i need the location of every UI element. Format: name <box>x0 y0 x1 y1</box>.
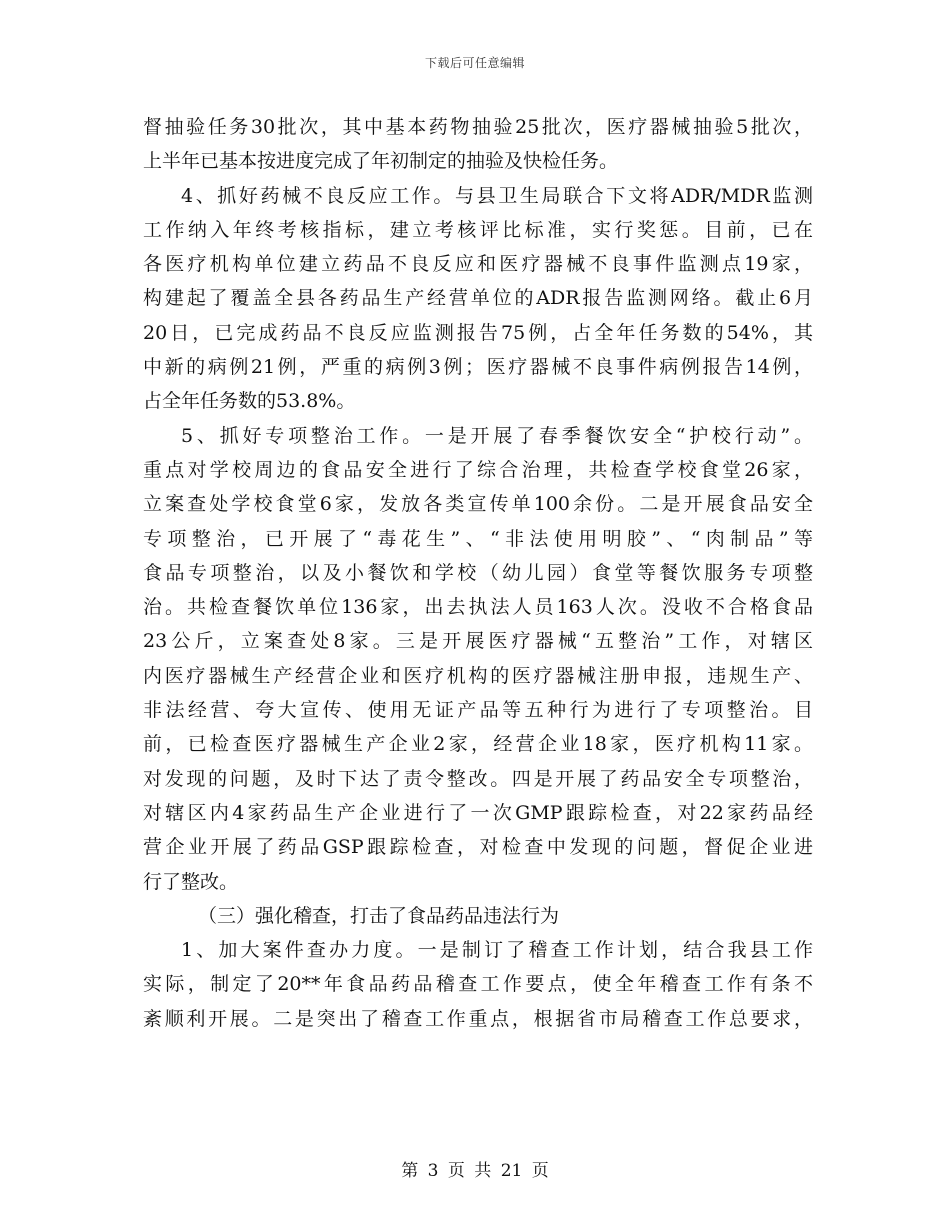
text-line: 对发现的问题，及时下达了责令整改。四是开展了药品安全专项整治， <box>143 767 813 790</box>
text-line: 非法经营、夸大宣传、使用无证产品等五种行为进行了专项整治。目 <box>143 699 813 722</box>
text-line: 督抽验任务30批次，其中基本药物抽验25批次，医疗器械抽验5批次， <box>143 116 813 138</box>
text-line: 5、抓好专项整治工作。一是开展了春季餐饮安全“护校行动”。 <box>181 424 813 447</box>
text-line: 23公斤，立案查处8家。三是开展医疗器械“五整治”工作，对辖区 <box>143 630 813 653</box>
document-body <box>143 110 813 1036</box>
text-line: （三）强化稽查，打击了食品药品违法行为 <box>198 904 560 927</box>
page-header: 下载后可任意编辑 <box>424 56 525 70</box>
text-line: 上半年已基本按进度完成了年初制定的抽验及快检任务。 <box>143 150 619 173</box>
text-line: 工作纳入年终考核指标，建立考核评比标准，实行奖惩。目前，已在 <box>143 218 813 241</box>
text-line: 前，已检查医疗器械生产企业2家，经营企业18家，医疗机构11家。 <box>143 733 813 756</box>
text-line: 占全年任务数的53.8%。 <box>143 390 356 413</box>
text-line: 专项整治，已开展了“毒花生”、“非法使用明胶”、“肉制品”等 <box>143 527 813 550</box>
text-line: 构建起了覆盖全县各药品生产经营单位的ADR报告监测网络。截止6月 <box>143 287 813 310</box>
text-line: 对辖区内4家药品生产企业进行了一次GMP跟踪检查，对22家药品经 <box>143 801 813 824</box>
text-line: 重点对学校周边的食品安全进行了综合治理，共检查学校食堂26家， <box>143 458 813 481</box>
text-line: 立案查处学校食堂6家，发放各类宣传单100余份。二是开展食品安全 <box>143 493 813 516</box>
text-line: 紊顺利开展。二是突出了稽查工作重点，根据省市局稽查工作总要求， <box>143 1007 813 1030</box>
text-line: 营企业开展了药品GSP跟踪检查，对检查中发现的问题，督促企业进 <box>143 836 813 859</box>
text-line: 1、加大案件查办力度。一是制订了稽查工作计划，结合我县工作 <box>181 939 813 962</box>
text-line: 食品专项整治，以及小餐饮和学校（幼儿园）食堂等餐饮服务专项整 <box>143 561 813 584</box>
text-line: 4、抓好药械不良反应工作。与县卫生局联合下文将ADR/MDR监测 <box>181 184 813 207</box>
page-number-footer: 第 3 页 共 21 页 <box>401 1161 549 1181</box>
text-line: 治。共检查餐饮单位136家，出去执法人员163人次。没收不合格食品 <box>143 596 813 619</box>
text-line: 中新的病例21例，严重的病例3例；医疗器械不良事件病例报告14例， <box>143 356 813 379</box>
text-line: 行了整改。 <box>143 870 239 893</box>
text-line: 实际，制定了20**年食品药品稽查工作要点，使全年稽查工作有条不 <box>143 973 813 996</box>
text-line: 各医疗机构单位建立药品不良反应和医疗器械不良事件监测点19家， <box>143 253 813 276</box>
text-line: 20日，已完成药品不良反应监测报告75例，占全年任务数的54%，其 <box>143 321 813 344</box>
text-line: 内医疗器械生产经营企业和医疗机构的医疗器械注册申报，违规生产、 <box>143 664 813 687</box>
